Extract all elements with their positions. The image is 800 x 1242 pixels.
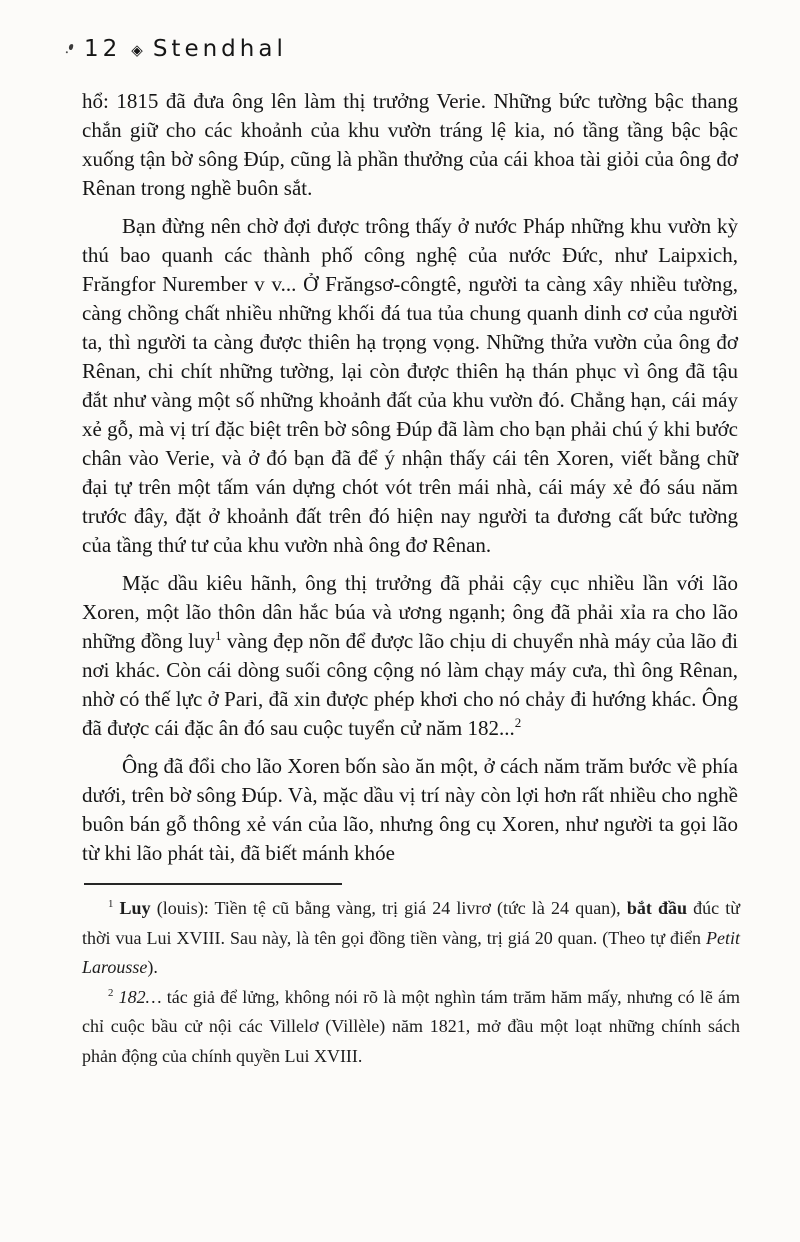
footnote-1-text-c: ). [147,957,158,977]
footnotes [82,894,740,1071]
paragraph-2: Bạn đừng nên chờ đợi được trông thấy ở nước Pháp những khu vườn kỳ thú bao quanh các thành phố công nghệ của nước Đức, như Laipxich, Frăngfor Nurember v v... Ở Frăngsơ-côngtê, người ta càng xây nhiều tường, càng chồng chất nhiều những khối đá tua tủa chung quanh dinh cơ của người ta, thì người ta càng được thiên hạ trọng vọng. Những thửa vườn của ông đơ Rênan, chi chít những tường, lại còn được thiên hạ thán phục vì ông đã tậu đắt như vàng một số những khoảnh đất của khu vườn đó. Chẳng hạn, cái máy xẻ gỗ, mà vị trí đặc biệt trên bờ sông Đúp đã làm cho bạn phải chú ý khi bước chân vào Verie, và ở đó bạn đã để ý nhận thấy cái tên Xoren, viết bằng chữ đại tự trên một tấm ván dựng chót vót trên mái nhà, cái máy xẻ đó sáu năm trước đây, đặt ở khoảnh đất trên đó hiện nay người ta đương cất bức tường của tầng thứ tư của khu vườn nhà ông đơ Rênan. [82,214,738,557]
footnote-1-term: Luy [119,898,151,918]
footnote-divider [84,883,342,885]
footnote-1-book-title: Petit Larousse [82,927,740,977]
diamond-ornament-icon: ◈ [131,41,143,59]
paragraph-3-text-a: Mặc dầu kiêu hãnh, ông thị trưởng đã phải cậy cục nhiều lần với lão Xoren, một lão thôn dân hắc búa và ương ngạnh; ông đã phải xỉa ra cho lão những đồng luy [82,571,738,653]
page-header [84,36,800,62]
running-title: Stendhal [152,36,287,62]
paragraph-1: hổ: 1815 đã đưa ông lên làm thị trưởng Verie. Những bức tường bậc thang chắn giữ cho các khoảnh của khu vườn tráng lệ kia, nó tầng tầng bậc bậc xuống tận bờ sông Đúp, cũng là phần thưởng của cái khoa tài giỏi của ông đơ Rênan trong nghề buôn sắt. [82,89,738,200]
page-number: 12 [84,36,122,62]
footnote-1 [82,894,740,983]
footnote-1-text-b: đúc từ thời vua Lui XVIII. Sau này, là tên gọi đồng tiền vàng, trị giá 20 quan. (Theo tự điển [82,898,741,948]
footnote-1-text-a: (louis): Tiền tệ cũ bằng vàng, trị giá 24 livrơ (tức là 24 quan), [150,898,627,918]
footnote-2 [82,983,740,1072]
footnote-1-marker: 1 [108,898,114,910]
paragraph-3 [82,569,738,743]
footnote-2-marker: 2 [108,986,114,999]
paragraph-4: Ông đã đổi cho lão Xoren bốn sào ăn một, ở cách năm trăm bước về phía dưới, trên bờ sông Đúp. Và, mặc dầu vị trí này còn lợi hơn rất nhiều cho nghề buôn bán gỗ thông xẻ ván của lão, nhưng ông cụ Xoren, như người ta gọi lão từ khi lão phát tài, đã biết mánh khóe [82,754,738,865]
footnote-1-bold-phrase: bắt đầu [626,898,687,918]
paragraph-3-text-b: vàng đẹp nõn để được lão chịu di chuyển nhà máy của lão đi nơi khác. Còn cái dòng suối công cộng nó làm chạy máy cưa, thì ông Rênan, nhờ có thế lực ở Pari, đã xin được phép khơi cho nó chảy đi hướng khác. Ông đã được cái đặc ân đó sau cuộc tuyển cử năm 182... [82,629,738,740]
footnote-2-italic-term: 182… [118,986,162,1007]
ink-speck [68,44,73,51]
footnote-reference-1: 1 [214,628,222,643]
body-text [82,87,738,868]
footnote-reference-2: 2 [514,715,522,730]
footnote-2-text: tác giả để lửng, không nói rõ là một nghìn tám trăm hăm mấy, nhưng có lẽ ám chỉ cuộc bầu cử nội các Villelơ (Villèle) năm 1821, mở đầu một loạt những chính sách phản động của chính quyền Lui XVIII. [82,986,741,1066]
